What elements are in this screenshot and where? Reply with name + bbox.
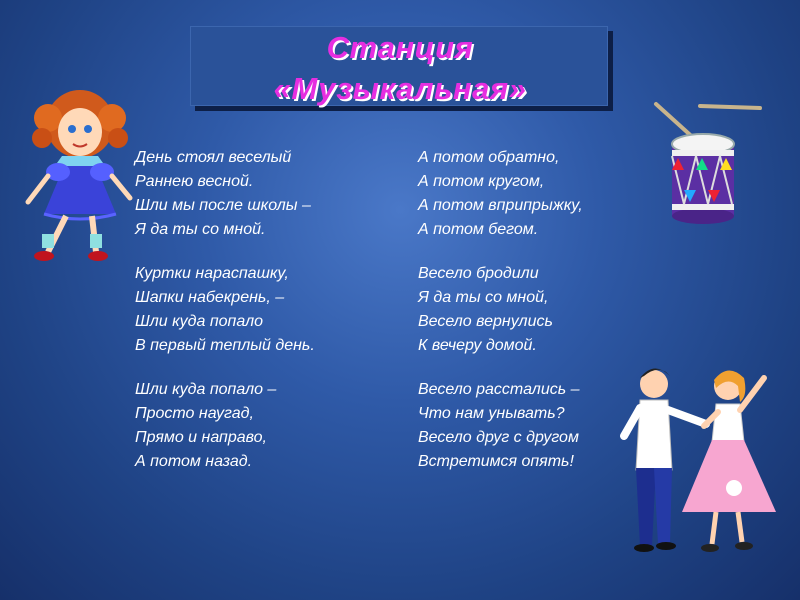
poem-line: Шли куда попало –	[135, 381, 277, 398]
poem-line: Весело бродили	[418, 265, 539, 282]
poem-line: Куртки нараспашку,	[135, 265, 289, 282]
poem-line: Весело расстались –	[418, 381, 580, 398]
stanza	[418, 262, 583, 358]
poem-line: Встретимся опять!	[418, 453, 574, 470]
girl-clipart	[18, 84, 138, 274]
stanza	[418, 378, 583, 474]
poem-line: Прямо и направо,	[135, 429, 267, 446]
poem-line: Весело вернулись	[418, 313, 553, 330]
drum-clipart	[650, 98, 770, 228]
stanza	[135, 262, 315, 358]
poem-line: Я да ты со мной.	[135, 221, 266, 238]
stanza	[418, 146, 583, 242]
poem-line: Я да ты со мной,	[418, 289, 549, 306]
stanza	[135, 146, 315, 242]
poem-column-2	[418, 146, 583, 494]
dancing-couple-clipart	[606, 350, 786, 560]
poem-line: В первый теплый день.	[135, 337, 315, 354]
title-line-1: Станция	[326, 30, 474, 65]
poem-line: А потом вприпрыжку,	[418, 197, 583, 214]
poem-column-1	[135, 146, 315, 494]
poem-line: Весело друг с другом	[418, 429, 579, 446]
poem-line: А потом обратно,	[418, 149, 560, 166]
poem-line: Просто наугад,	[135, 405, 254, 422]
poem-line: Что нам унывать?	[418, 405, 565, 422]
poem-line: Шли куда попало	[135, 313, 263, 330]
poem-line: А потом кругом,	[418, 173, 545, 190]
poem-line: День стоял веселый	[135, 149, 292, 166]
title-line-2: «Музыкальная»	[273, 71, 527, 106]
poem-line: А потом бегом.	[418, 221, 539, 238]
poem-line: Шапки набекрень, –	[135, 289, 285, 306]
poem-line: А потом назад.	[135, 453, 253, 470]
poem-line: К вечеру домой.	[418, 337, 537, 354]
poem-line: Шли мы после школы –	[135, 197, 311, 214]
stanza	[135, 378, 315, 474]
poem-line: Раннею весной.	[135, 173, 254, 190]
